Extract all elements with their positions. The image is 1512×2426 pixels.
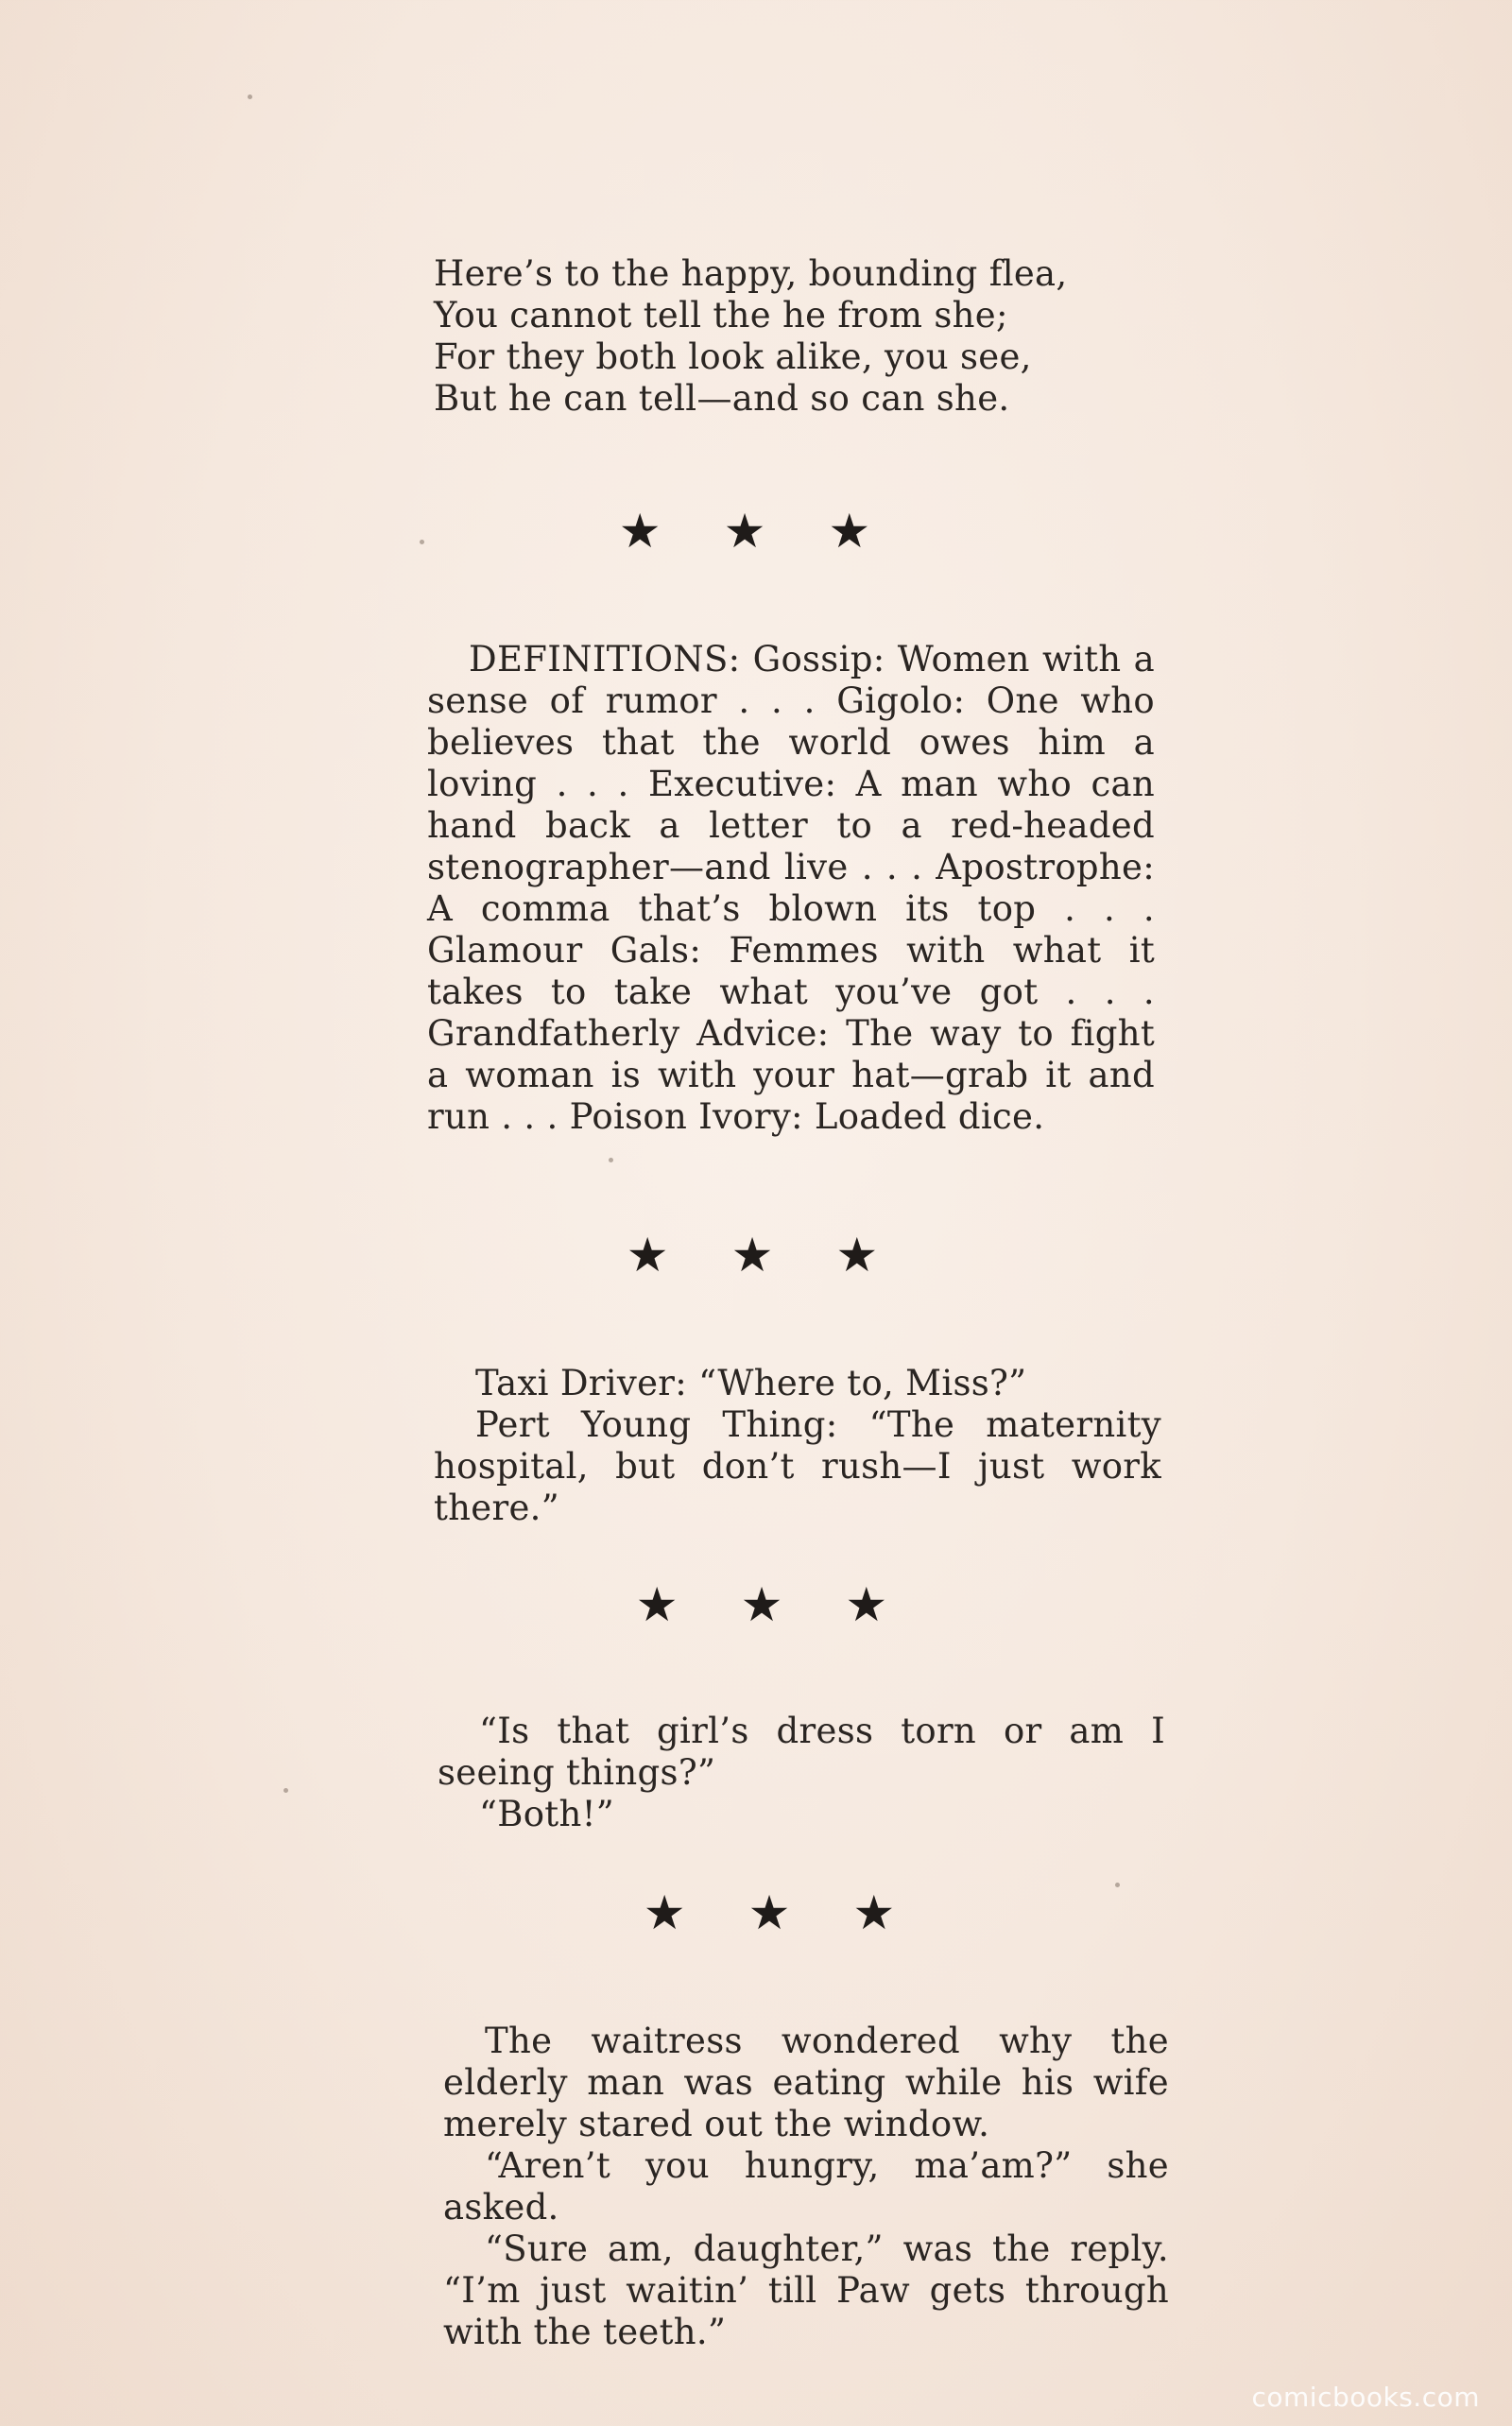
definitions-paragraph: DEFINITIONS: Gossip: Women with a sense of rumor . . . Gigolo: One who believes that the world owes him a loving . . . Executive: A man who can hand back a letter to a red-headed stenographer—and live . . . Apostrophe: A comma that’s blown its top . . . Glamour Gals: Femmes with what it takes to take what you’ve got . . . Grandfatherly Advice: The way to fight a woman is with your hat—grab it and run . . . Poison Ivory: Loaded dice.: [427, 639, 1155, 1137]
star-icon: ★: [723, 504, 766, 559]
star-icon: ★: [618, 504, 662, 559]
watermark-text: comicbooks.com: [1251, 2382, 1480, 2413]
star-separator: [0, 503, 1501, 559]
star-icon: ★: [635, 1577, 679, 1632]
waitress-paragraph: The waitress wondered why the elderly man was eating while his wife merely stared out the window.: [443, 2021, 1169, 2144]
paper-speck: [248, 95, 252, 99]
definitions-block: [427, 639, 1155, 1138]
star-icon: ★: [730, 1228, 774, 1282]
poem-line: Here’s to the happy, bounding flea,: [434, 253, 1068, 294]
dress-answer: “Both!”: [479, 1794, 614, 1834]
poem-line: For they both look alike, you see,: [434, 336, 1032, 377]
star-icon: ★: [643, 1885, 686, 1940]
paper-speck: [420, 540, 424, 544]
star-icon: ★: [852, 1885, 896, 1940]
paper-speck: [284, 1788, 288, 1793]
taxi-driver-line: Taxi Driver: “Where to, Miss?”: [475, 1363, 1027, 1403]
paper-speck: [1115, 1883, 1120, 1887]
star-icon: ★: [740, 1577, 783, 1632]
poem-line: You cannot tell the he from she;: [434, 295, 1008, 336]
star-separator: [0, 1227, 1508, 1283]
poem-block: [434, 253, 1152, 420]
star-icon: ★: [626, 1228, 669, 1282]
waitress-question: “Aren’t you hungry, ma’am?” she asked.: [443, 2145, 1169, 2228]
pert-young-thing-line: Pert Young Thing: “The maternity hospital, but don’t rush—I just work there.”: [434, 1404, 1161, 1528]
star-icon: ★: [747, 1885, 791, 1940]
dress-joke-block: [438, 1711, 1165, 1835]
star-icon: ★: [828, 504, 871, 559]
poem-line: But he can tell—and so can she.: [434, 378, 1010, 419]
waitress-joke-block: [443, 2021, 1169, 2353]
star-separator: [6, 1576, 1512, 1633]
star-separator: [13, 1884, 1512, 1941]
dress-question: “Is that girl’s dress torn or am I seeing things?”: [438, 1711, 1165, 1793]
paper-speck: [609, 1158, 613, 1162]
star-icon: ★: [835, 1228, 879, 1282]
star-icon: ★: [845, 1577, 888, 1632]
wife-reply: “Sure am, daughter,” was the reply. “I’m just waitin’ till Paw gets through with the teeth.”: [443, 2228, 1169, 2352]
taxi-joke-block: [434, 1363, 1161, 1529]
